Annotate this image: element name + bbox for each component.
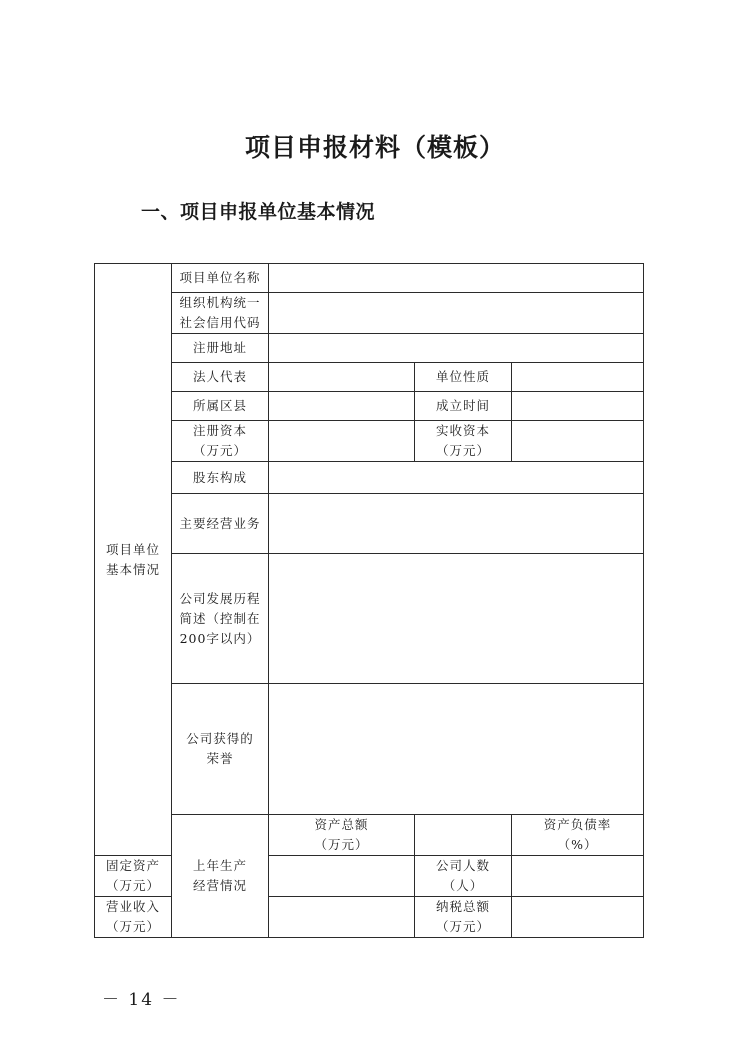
field-unit-name[interactable] <box>269 264 644 293</box>
label-shareholders: 股东构成 <box>172 462 269 494</box>
label-history: 公司发展历程 简述（控制在 200字以内） <box>172 554 269 684</box>
label-headcount: 公司人数 （人） <box>415 856 512 897</box>
field-shareholders[interactable] <box>269 462 644 494</box>
application-form-table <box>94 263 644 938</box>
label-founded: 成立时间 <box>415 392 512 421</box>
label-unit-nature: 单位性质 <box>415 363 512 392</box>
field-org-code[interactable] <box>269 293 644 334</box>
label-unit-name: 项目单位名称 <box>172 264 269 293</box>
field-fixed-assets[interactable] <box>269 856 415 897</box>
field-reg-address[interactable] <box>269 334 644 363</box>
field-total-assets[interactable] <box>415 815 512 856</box>
label-paid-capital: 实收资本 （万元） <box>415 421 512 462</box>
label-reg-address: 注册地址 <box>172 334 269 363</box>
label-legal-rep: 法人代表 <box>172 363 269 392</box>
label-org-code: 组织机构统一 社会信用代码 <box>172 293 269 334</box>
field-legal-rep[interactable] <box>269 363 415 392</box>
label-honors: 公司获得的 荣誉 <box>172 684 269 815</box>
field-district[interactable] <box>269 392 415 421</box>
group-label-operation: 上年生产 经营情况 <box>172 815 269 938</box>
field-main-business[interactable] <box>269 494 644 554</box>
field-reg-capital[interactable] <box>269 421 415 462</box>
page-number: － 14 － <box>102 990 181 1010</box>
field-honors[interactable] <box>269 684 644 815</box>
field-paid-capital[interactable] <box>512 421 644 462</box>
label-debt-ratio: 资产负债率 （%） <box>512 815 644 856</box>
label-district: 所属区县 <box>172 392 269 421</box>
group-label-basic-info: 项目单位 基本情况 <box>95 264 172 856</box>
field-total-tax[interactable] <box>512 897 644 938</box>
section-heading: 一、项目申报单位基本情况 <box>141 201 376 223</box>
label-reg-capital: 注册资本 （万元） <box>172 421 269 462</box>
field-headcount[interactable] <box>512 856 644 897</box>
field-unit-nature[interactable] <box>512 363 644 392</box>
label-revenue: 营业收入 （万元） <box>95 897 172 938</box>
field-revenue[interactable] <box>269 897 415 938</box>
field-founded[interactable] <box>512 392 644 421</box>
field-history[interactable] <box>269 554 644 684</box>
label-fixed-assets: 固定资产 （万元） <box>95 856 172 897</box>
label-total-tax: 纳税总额 （万元） <box>415 897 512 938</box>
label-total-assets: 资产总额 （万元） <box>269 815 415 856</box>
page-title: 项目申报材料（模板） <box>244 133 505 162</box>
label-main-business: 主要经营业务 <box>172 494 269 554</box>
